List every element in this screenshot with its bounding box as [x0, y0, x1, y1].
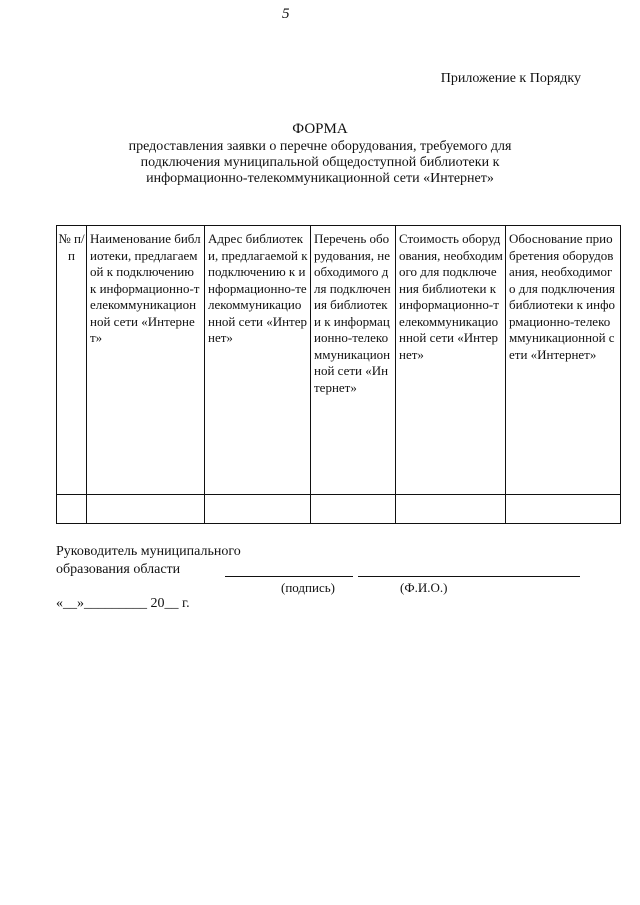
header-equipment-cost: Стоимость оборудования, необходимого для подключения библиотеки к информационно-телекоммуникационной сети «Интернет»	[396, 226, 506, 495]
table-header-row	[57, 226, 621, 495]
header-justification: Обоснование приобретения оборудования, необходимого для подключения библиотеки к информационно-телекоммуникационной сети «Интернет»	[506, 226, 621, 495]
appendix-label: Приложение к Порядку	[440, 71, 581, 86]
signature-line	[225, 576, 353, 577]
signatory-label	[56, 543, 241, 579]
header-library-address: Адрес библиотеки, предлагаемой к подключению к информационно-телекоммуникационной сети «Интернет»	[205, 226, 311, 495]
table-cell	[57, 495, 87, 524]
page-number: 5	[282, 6, 290, 22]
table-cell	[396, 495, 506, 524]
signatory-label-line2: образования области	[56, 562, 181, 577]
table-cell	[506, 495, 621, 524]
header-number: № п/п	[57, 226, 87, 495]
header-equipment-list: Перечень оборудования, необходимого для подключения библиотеки к информационно-телекоммуникационной сети «Интернет»	[311, 226, 396, 495]
name-caption: (Ф.И.О.)	[400, 580, 448, 595]
request-table	[56, 225, 621, 524]
date-line: «__»_________ 20__ г.	[56, 596, 190, 611]
header-library-name: Наименование библиотеки, предлагаемой к подключению к информационно-телекоммуникационной сети «Интернет»	[87, 226, 205, 495]
form-title: ФОРМА	[292, 121, 348, 137]
table-cell	[87, 495, 205, 524]
name-line	[358, 576, 580, 577]
signature-caption: (подпись)	[281, 580, 335, 595]
signatory-label-line1: Руководитель муниципального	[56, 544, 241, 559]
table-cell	[311, 495, 396, 524]
table-row	[57, 495, 621, 524]
table-cell	[205, 495, 311, 524]
form-subtitle: предоставления заявки о перечне оборудования, требуемого для подключения муниципальной общедоступной библиотеки к информационно-телекоммуникационной сети «Интернет»	[128, 139, 512, 186]
